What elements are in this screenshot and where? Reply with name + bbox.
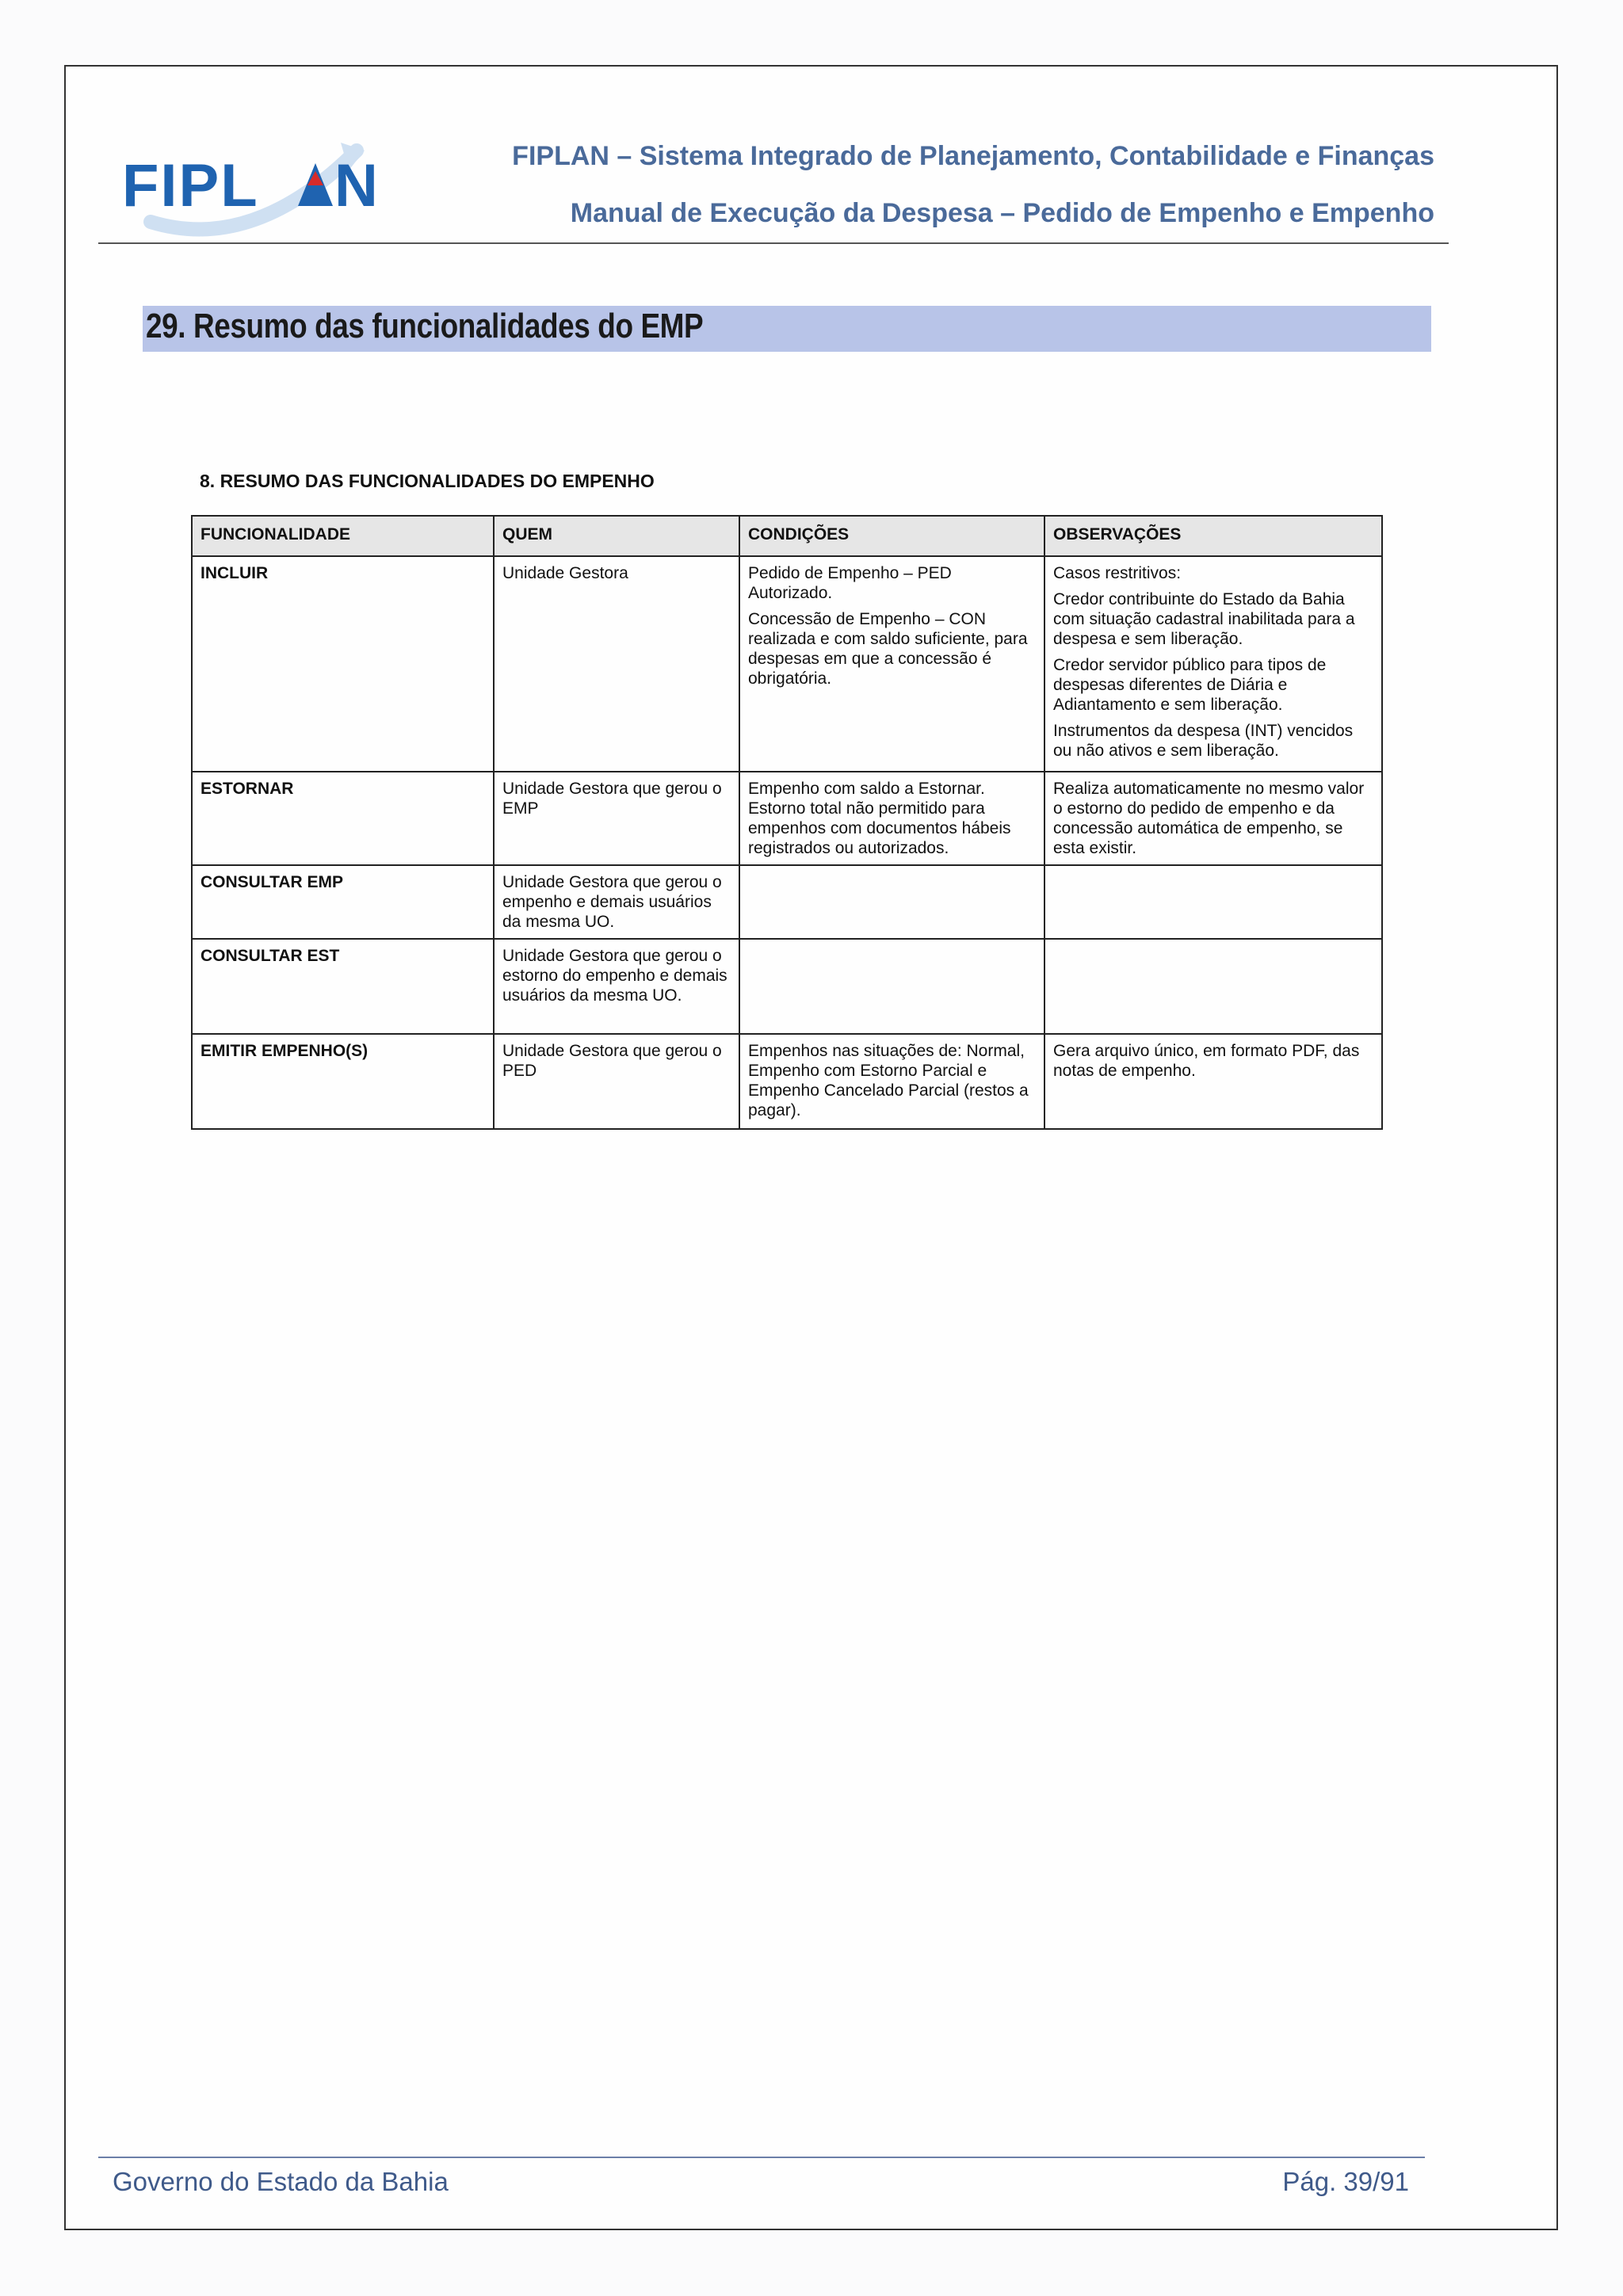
- funcionalidade-cell: ESTORNAR: [192, 772, 494, 865]
- condicoes-cell: [739, 1034, 1044, 1129]
- observacao-text: Credor contribuinte do Estado da Bahia com situação cadastral inabilitada para a despesa e sem liberação.: [1053, 590, 1355, 648]
- table-row: [192, 865, 1382, 939]
- funcionalidade-cell: CONSULTAR EMP: [192, 865, 494, 939]
- observacao-text: Casos restritivos:: [1053, 564, 1182, 582]
- observacoes-cell: [1044, 865, 1382, 939]
- condicoes-cell: [739, 556, 1044, 772]
- condicoes-cell: [739, 939, 1044, 1034]
- condicao-text: Concessão de Empenho – CON realizada e com saldo suficiente, para despesas em que a concessão é obrigatória.: [748, 610, 1028, 688]
- condicoes-cell: [739, 865, 1044, 939]
- table-heading: 8. RESUMO DAS FUNCIONALIDADES DO EMPENHO: [200, 471, 655, 491]
- header-title-line2: Manual de Execução da Despesa – Pedido de Empenho e Empenho: [570, 198, 1434, 228]
- observacoes-cell: [1044, 1034, 1382, 1129]
- section-title: 29. Resumo das funcionalidades do EMP: [146, 307, 704, 345]
- header-divider: [98, 242, 1449, 244]
- funcionalidade-cell: CONSULTAR EST: [192, 939, 494, 1034]
- column-header: QUEM: [494, 516, 739, 556]
- page-number: Pág. 39/91: [1282, 2167, 1409, 2196]
- quem-cell: Unidade Gestora que gerou o EMP: [494, 772, 739, 865]
- observacao-text: Realiza automaticamente no mesmo valor o estorno do pedido de empenho e da concessão automática de empenho, se esta existir.: [1053, 780, 1365, 857]
- column-header: CONDIÇÕES: [739, 516, 1044, 556]
- observacao-text: Credor servidor público para tipos de despesas diferentes de Diária e Adiantamento e sem liberação.: [1053, 656, 1327, 714]
- observacao-text: Instrumentos da despesa (INT) vencidos ou não ativos e sem liberação.: [1053, 722, 1354, 760]
- condicao-text: Empenho com saldo a Estornar. Estorno total não permitido para empenhos com documentos hábeis registrados ou autorizados.: [748, 780, 1011, 857]
- svg-text:N: N: [334, 152, 378, 219]
- table-row: [192, 1034, 1382, 1129]
- quem-cell: Unidade Gestora que gerou o estorno do empenho e demais usuários da mesma UO.: [494, 939, 739, 1034]
- quem-cell: Unidade Gestora: [494, 556, 739, 772]
- functionalities-table: [191, 515, 1383, 1130]
- observacoes-cell: [1044, 772, 1382, 865]
- condicao-text: Pedido de Empenho – PED Autorizado.: [748, 564, 952, 602]
- fiplan-logo: [119, 127, 388, 246]
- column-header: OBSERVAÇÕES: [1044, 516, 1382, 556]
- observacoes-cell: [1044, 556, 1382, 772]
- funcionalidade-cell: EMITIR EMPENHO(S): [192, 1034, 494, 1129]
- observacoes-cell: [1044, 939, 1382, 1034]
- table-row: [192, 556, 1382, 772]
- condicao-text: Empenhos nas situações de: Normal, Empenho com Estorno Parcial e Empenho Cancelado Parcial (restos a pagar).: [748, 1042, 1029, 1119]
- funcionalidade-cell: INCLUIR: [192, 556, 494, 772]
- header-title-line1: FIPLAN – Sistema Integrado de Planejamento, Contabilidade e Finanças: [512, 141, 1434, 171]
- observacao-text: Gera arquivo único, em formato PDF, das notas de empenho.: [1053, 1042, 1360, 1080]
- table-row: [192, 939, 1382, 1034]
- table-header-row: [192, 516, 1382, 556]
- svg-text:FIPL: FIPL: [122, 152, 259, 219]
- table-row: [192, 772, 1382, 865]
- column-header: FUNCIONALIDADE: [192, 516, 494, 556]
- quem-cell: Unidade Gestora que gerou o PED: [494, 1034, 739, 1129]
- footer-divider: [98, 2157, 1425, 2158]
- page-frame: [64, 65, 1558, 2230]
- condicoes-cell: [739, 772, 1044, 865]
- fiplan-logo-graphic: [119, 127, 388, 246]
- footer-organization: Governo do Estado da Bahia: [113, 2167, 449, 2196]
- quem-cell: Unidade Gestora que gerou o empenho e demais usuários da mesma UO.: [494, 865, 739, 939]
